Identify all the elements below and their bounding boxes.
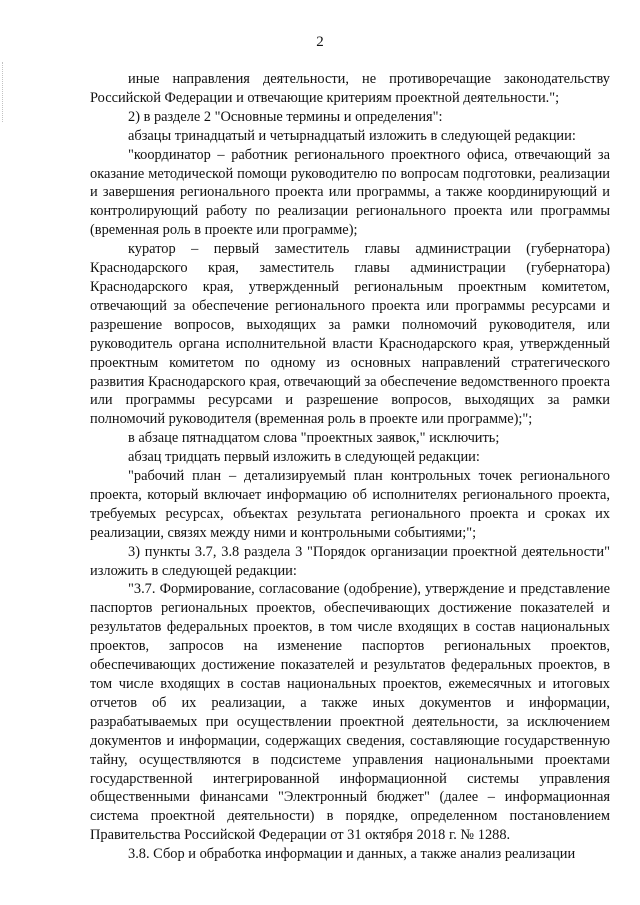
paragraph-5: куратор – первый заместитель главы администрации (губернатора) Краснодарского края, заместитель главы администрации (губернатора) Краснодарского края, утвержденный региональным проектным комитетом, отвечающий за обеспечение регионального проекта или программы ресурсами и разрешение вопросов, выходящих за рамки полномочий руководителя, или руководитель органа исполнительной власти Краснодарского края, утвержденный проектным комитетом по одному из основных направлений стратегического развития Краснодарского края, отвечающий за обеспечение ведомственного проекта или программы ресурсами и разрешение вопросов, выходящих за рамки полномочий руководителя (временная роль в проекте или программе);"; (90, 241, 610, 428)
paragraph-7: абзац тридцать первый изложить в следующей редакции: (128, 449, 480, 466)
paragraph-8: "рабочий план – детализируемый план контрольных точек регионального проекта, который включает информацию об исполнителях регионального проекта, требуемых ресурсах, объектах результата регионального проекта и сроках их реализации, связях между ними и контрольными событиями;"; (90, 468, 610, 541)
paragraph-2: 2) в разделе 2 "Основные термины и определения": (128, 108, 443, 125)
paragraph-3: абзацы тринадцатый и четырнадцатый изложить в следующей редакции: (128, 127, 576, 144)
paragraph-11: 3.8. Сбор и обработка информации и данных, а также анализ реализации (128, 846, 576, 863)
document-body (90, 70, 610, 864)
paragraph-6: в абзаце пятнадцатом слова "проектных заявок," исключить; (128, 430, 500, 447)
paragraph-4: "координатор – работник регионального проектного офиса, отвечающий за оказание методической помощи руководителю по вопросам подготовки, реализации и завершения регионального проекта или программы, а также координирующий и контролирующий работу по реализации регионального проекта или программы (временная роль в проекте или программе); (90, 146, 610, 239)
margin-scan-mark (2, 62, 9, 122)
paragraph-1: иные направления деятельности, не противоречащие законодательству Российской Федерации и отвечающие критериям проектной деятельности."; (90, 71, 610, 106)
page-number: 2 (316, 34, 324, 50)
paragraph-9: 3) пункты 3.7, 3.8 раздела 3 "Порядок организации проектной деятельности" изложить в следующей редакции: (90, 543, 610, 579)
paragraph-10: "3.7. Формирование, согласование (одобрение), утверждение и представление паспортов региональных проектов, обеспечивающих достижение показателей и результатов федеральных проектов, в том числе входящих в состав национальных проектов, запросов на изменение паспортов региональных проектов, обеспечивающих достижение показателей и результатов федеральных проектов, в том числе входящих в состав национальных проектов, ежемесячных и итоговых отчетов об их реализации, а также иных документов и информации, разрабатываемых при осуществлении проектной деятельности, за исключением документов и информации, содержащих сведения, составляющие государственную тайну, осуществляются в подсистеме управления национальными проектами государственной интегрированной информационной системы управления общественными финансами "Электронный бюджет" (далее – информационная система проектной деятельности) в порядке, определенном постановлением Правительства Российской Федерации от 31 октября 2018 г. № 1288. (90, 581, 610, 844)
